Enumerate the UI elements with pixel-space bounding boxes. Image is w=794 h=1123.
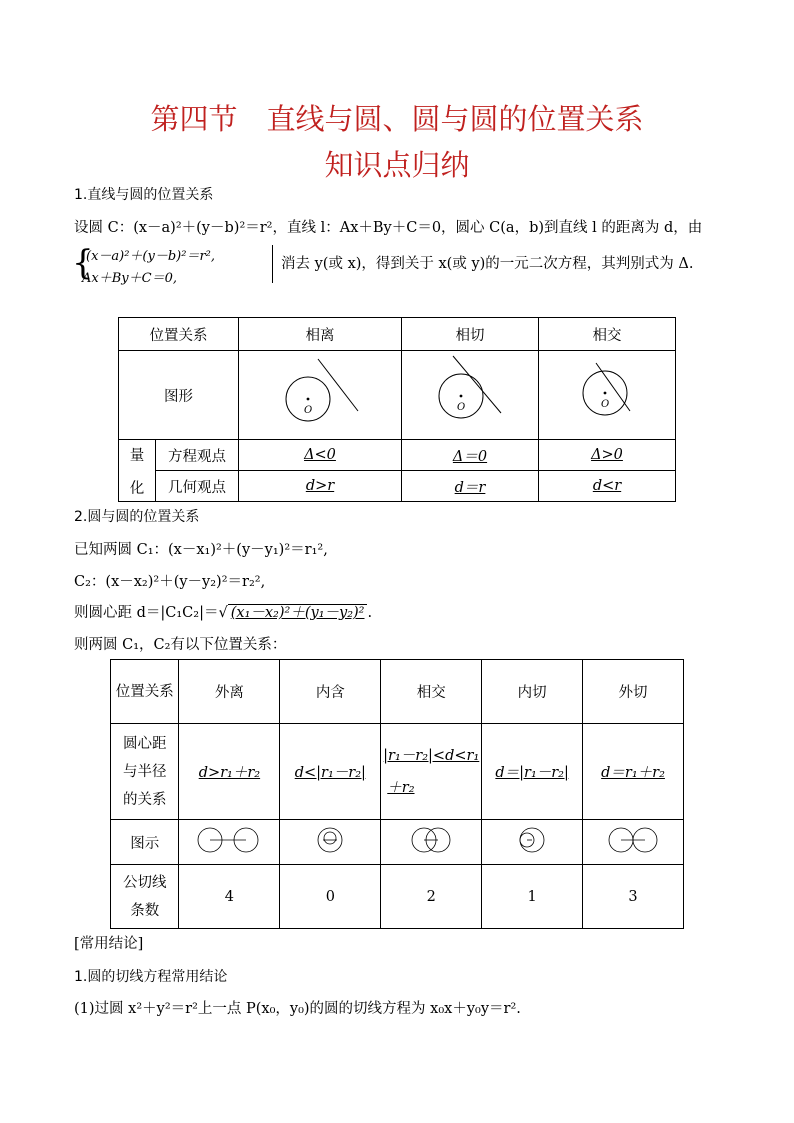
equation-1: (x－a)²＋(y－b)²＝r², [86, 249, 216, 264]
t1-quantify-label [119, 440, 156, 502]
section-2-line-4: 则两圆 C₁，C₂有以下位置关系： [74, 637, 287, 653]
fig-external-svg [180, 820, 278, 860]
fig-internal-tangent-svg [483, 820, 581, 860]
t2-count-contained: 0 [280, 865, 381, 929]
t2-rel-internal-tangent-text: d＝|r₁－r₂| [495, 765, 569, 781]
equation-2: Ax＋By＋C＝0, [82, 271, 177, 286]
t2-header-external: 外离 [179, 660, 280, 724]
t2-tangent-count-label [111, 865, 179, 929]
t1-geo-tangent [402, 471, 539, 502]
section-2-line-3: 则圆心距 d＝|C₁C₂|＝√ (x₁－x₂)²＋(y₁－y₂)² . [74, 605, 373, 621]
fig-contained-svg [281, 820, 379, 860]
t2-fig-intersect [381, 820, 482, 865]
section-3-heading: [常用结论] [74, 936, 144, 952]
figure-tangent-svg [403, 351, 537, 435]
brace: { [72, 243, 94, 283]
t2-rel-intersect-line2: ＋r₂ [387, 779, 415, 796]
section-3-subheading: 1.圆的切线方程常用结论 [74, 969, 228, 985]
t1-eq-separate-text: Δ<0 [304, 447, 336, 463]
t2-header-intersect: 相交 [381, 660, 482, 724]
page-subtitle: 知识点归纳 [324, 148, 470, 182]
label-line-3: 的关系 [122, 791, 167, 808]
t2-rel-external-text: d>r₁＋r₂ [198, 765, 261, 781]
t2-relation-label [111, 724, 179, 820]
section-1-text: 设圆 C：(x－a)²＋(y－b)²＝r²，直线 l：Ax＋By＋C＝0，圆心 C(a，b)到直线 l 的距离为 d，由 [74, 220, 703, 236]
t2-figure-label: 图示 [111, 820, 179, 865]
t1-eq-separate [239, 440, 402, 471]
t1-header-tangent: 相切 [402, 318, 539, 351]
t1-figure-separate [239, 351, 402, 440]
figure-separate-svg [240, 351, 400, 435]
center-distance-formula: (x₁－x₂)²＋(y₁－y₂)² [228, 604, 368, 621]
center-distance-label: 则圆心距 d＝|C₁C₂|＝ [74, 605, 219, 621]
section-1-text-2: 消去 y(或 x)，得到关于 x(或 y)的一元二次方程，其判别式为 Δ. [281, 256, 694, 272]
line-circle-table [118, 317, 676, 502]
t1-header-separate: 相离 [239, 318, 402, 351]
t1-figure-intersect [539, 351, 676, 440]
label-line-2: 与半径 [122, 763, 167, 780]
t1-geo-intersect [539, 471, 676, 502]
section-2-heading: 2.圆与圆的位置关系 [74, 509, 200, 525]
section-2-line-2: C₂：(x－x₂)²＋(y－y₂)²＝r₂², [74, 574, 266, 590]
figure-intersect-svg [540, 351, 674, 435]
t2-rel-external [179, 724, 280, 820]
circle-inner [324, 832, 336, 844]
fig-intersect-svg [382, 820, 480, 860]
t1-geo-separate [239, 471, 402, 502]
t2-count-intersect: 2 [381, 865, 482, 929]
t1-row-geo-label: 几何观点 [156, 471, 239, 502]
section-1-heading: 1.直线与圆的位置关系 [74, 187, 214, 203]
t1-geo-tangent-text: d＝r [454, 479, 486, 496]
t1-eq-intersect [539, 440, 676, 471]
label-line-2: 条数 [130, 902, 160, 919]
t2-rel-intersect [381, 724, 482, 820]
t1-row-figure-label: 图形 [119, 351, 239, 440]
t2-rel-contained [280, 724, 381, 820]
center-dot [307, 398, 310, 401]
section-3-line-1: (1)过圆 x²＋y²＝r²上一点 P(x₀，y₀)的圆的切线方程为 x₀x＋y₀y＝r². [74, 1001, 521, 1017]
t2-header-internal-tangent: 内切 [482, 660, 583, 724]
t2-fig-internal-tangent [482, 820, 583, 865]
t1-figure-tangent [402, 351, 539, 440]
t2-rel-external-tangent [583, 724, 684, 820]
t2-fig-contained [280, 820, 381, 865]
equation-system [72, 243, 282, 287]
t2-header-external-tangent: 外切 [583, 660, 684, 724]
t2-rel-external-tangent-text: d＝r₁＋r₂ [601, 765, 665, 781]
t1-header-position: 位置关系 [119, 318, 239, 351]
t2-fig-external [179, 820, 280, 865]
t1-geo-intersect-text: d<r [592, 478, 622, 494]
t2-count-external-tangent: 3 [583, 865, 684, 929]
t2-header-position: 位置关系 [111, 660, 179, 724]
t1-eq-intersect-text: Δ>0 [591, 447, 623, 463]
section-2-line-1: 已知两圆 C₁：(x－x₁)²＋(y－y₁)²＝r₁², [74, 542, 328, 558]
t2-rel-contained-text: d<|r₁－r₂| [294, 765, 366, 781]
t1-eq-tangent [402, 440, 539, 471]
quant-char-1: 量 [129, 447, 145, 464]
center-dot [460, 395, 463, 398]
t1-geo-separate-text: d>r [305, 478, 335, 494]
line [318, 359, 358, 411]
center-label: O [304, 405, 313, 416]
label-line-1: 公切线 [122, 874, 167, 891]
t2-rel-intersect-line1: |r₁－r₂|<d<r₁ [383, 747, 480, 764]
label-line-1: 圆心距 [122, 735, 167, 752]
quant-char-2: 化 [129, 480, 145, 497]
t1-eq-tangent-text: Δ＝0 [452, 448, 488, 465]
sqrt-sign: √ [218, 605, 228, 621]
t2-count-external: 4 [179, 865, 280, 929]
t2-count-internal-tangent: 1 [482, 865, 583, 929]
center-label: O [601, 399, 610, 410]
center-label: O [457, 402, 466, 413]
t1-row-eq-label: 方程观点 [156, 440, 239, 471]
page-title: 第四节 直线与圆、圆与圆的位置关系 [150, 102, 644, 136]
fig-external-tangent-svg [584, 820, 682, 860]
circle-circle-table [110, 659, 684, 929]
center-dot [604, 392, 607, 395]
t2-header-contained: 内含 [280, 660, 381, 724]
t2-rel-internal-tangent [482, 724, 583, 820]
t2-fig-external-tangent [583, 820, 684, 865]
t1-header-intersect: 相交 [539, 318, 676, 351]
close-paren [270, 245, 273, 283]
